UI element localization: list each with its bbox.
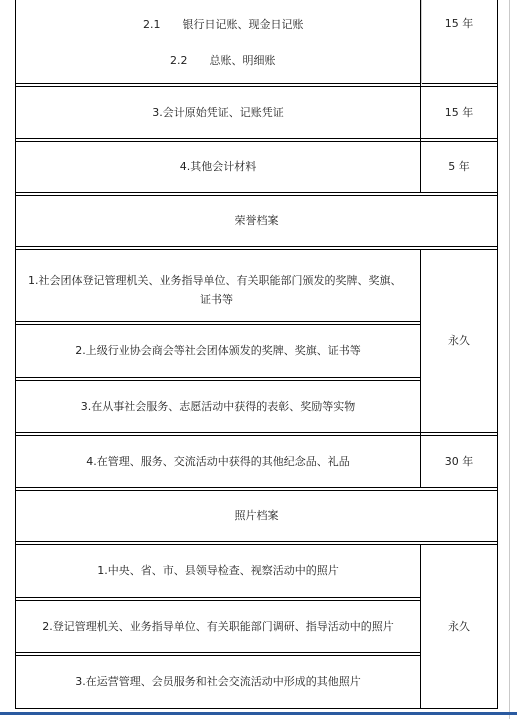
- retention-period: 15 年: [444, 17, 474, 30]
- item-honor-souvenir: 4.在管理、服务、交流活动中获得的其他纪念品、礼品: [86, 454, 350, 468]
- retention-period: 5 年: [448, 160, 470, 173]
- item-honor-volunteer: 3.在从事社会服务、志愿活动中获得的表彰、奖励等实物: [80, 399, 356, 413]
- row-divider: [15, 597, 420, 598]
- retention-period: 30 年: [444, 454, 474, 468]
- item-bank-journal: 2.1 银行日记账、现金日记账: [143, 18, 304, 31]
- section-title-photo: 照片档案: [234, 509, 279, 522]
- retention-period: 15 年: [444, 105, 474, 119]
- page-edge: [509, 0, 510, 719]
- row-divider: [421, 138, 498, 139]
- item-honor-association: 2.上级行业协会商会等社会团体颁发的奖牌、奖旗、证书等: [75, 344, 361, 357]
- row-divider: [15, 83, 420, 84]
- row-divider: [15, 652, 420, 653]
- row-divider: [15, 541, 498, 542]
- item-voucher: 3.会计原始凭证、记账凭证: [152, 105, 284, 119]
- row-divider: [15, 377, 420, 378]
- row-divider: [15, 432, 498, 433]
- item-photo-leaders: 1.中央、省、市、县领导检查、视察活动中的照片: [97, 564, 339, 577]
- item-photo-operations: 3.在运营管理、会员服务和社会交流活动中形成的其他照片: [75, 675, 361, 688]
- item-photo-registration: 2.登记管理机关、业务指导单位、有关职能部门调研、指导活动中的照片: [42, 619, 394, 633]
- row-divider: [15, 246, 498, 247]
- item-ledger: 2.2 总账、明细账: [170, 54, 276, 67]
- row-divider: [421, 83, 498, 84]
- item-honor-registration: 1.社会团体登记管理机关、业务指导单位、有关职能部门颁发的奖牌、奖旗、: [28, 274, 402, 287]
- row-divider: [15, 487, 498, 488]
- table-right-border: [497, 0, 498, 709]
- row-divider: [15, 138, 420, 139]
- retention-period-permanent: 永久: [448, 619, 470, 633]
- row-divider: [15, 708, 498, 709]
- row-divider: [15, 192, 498, 193]
- item-other-accounting: 4.其他会计材料: [179, 160, 257, 173]
- retention-period-permanent: 永久: [448, 334, 470, 347]
- item-honor-registration-cont: 证书等: [200, 293, 233, 306]
- section-title-honor: 荣誉档案: [234, 214, 279, 227]
- window-bottom-bar: [0, 712, 517, 715]
- row-divider: [15, 249, 420, 250]
- row-divider: [15, 321, 420, 322]
